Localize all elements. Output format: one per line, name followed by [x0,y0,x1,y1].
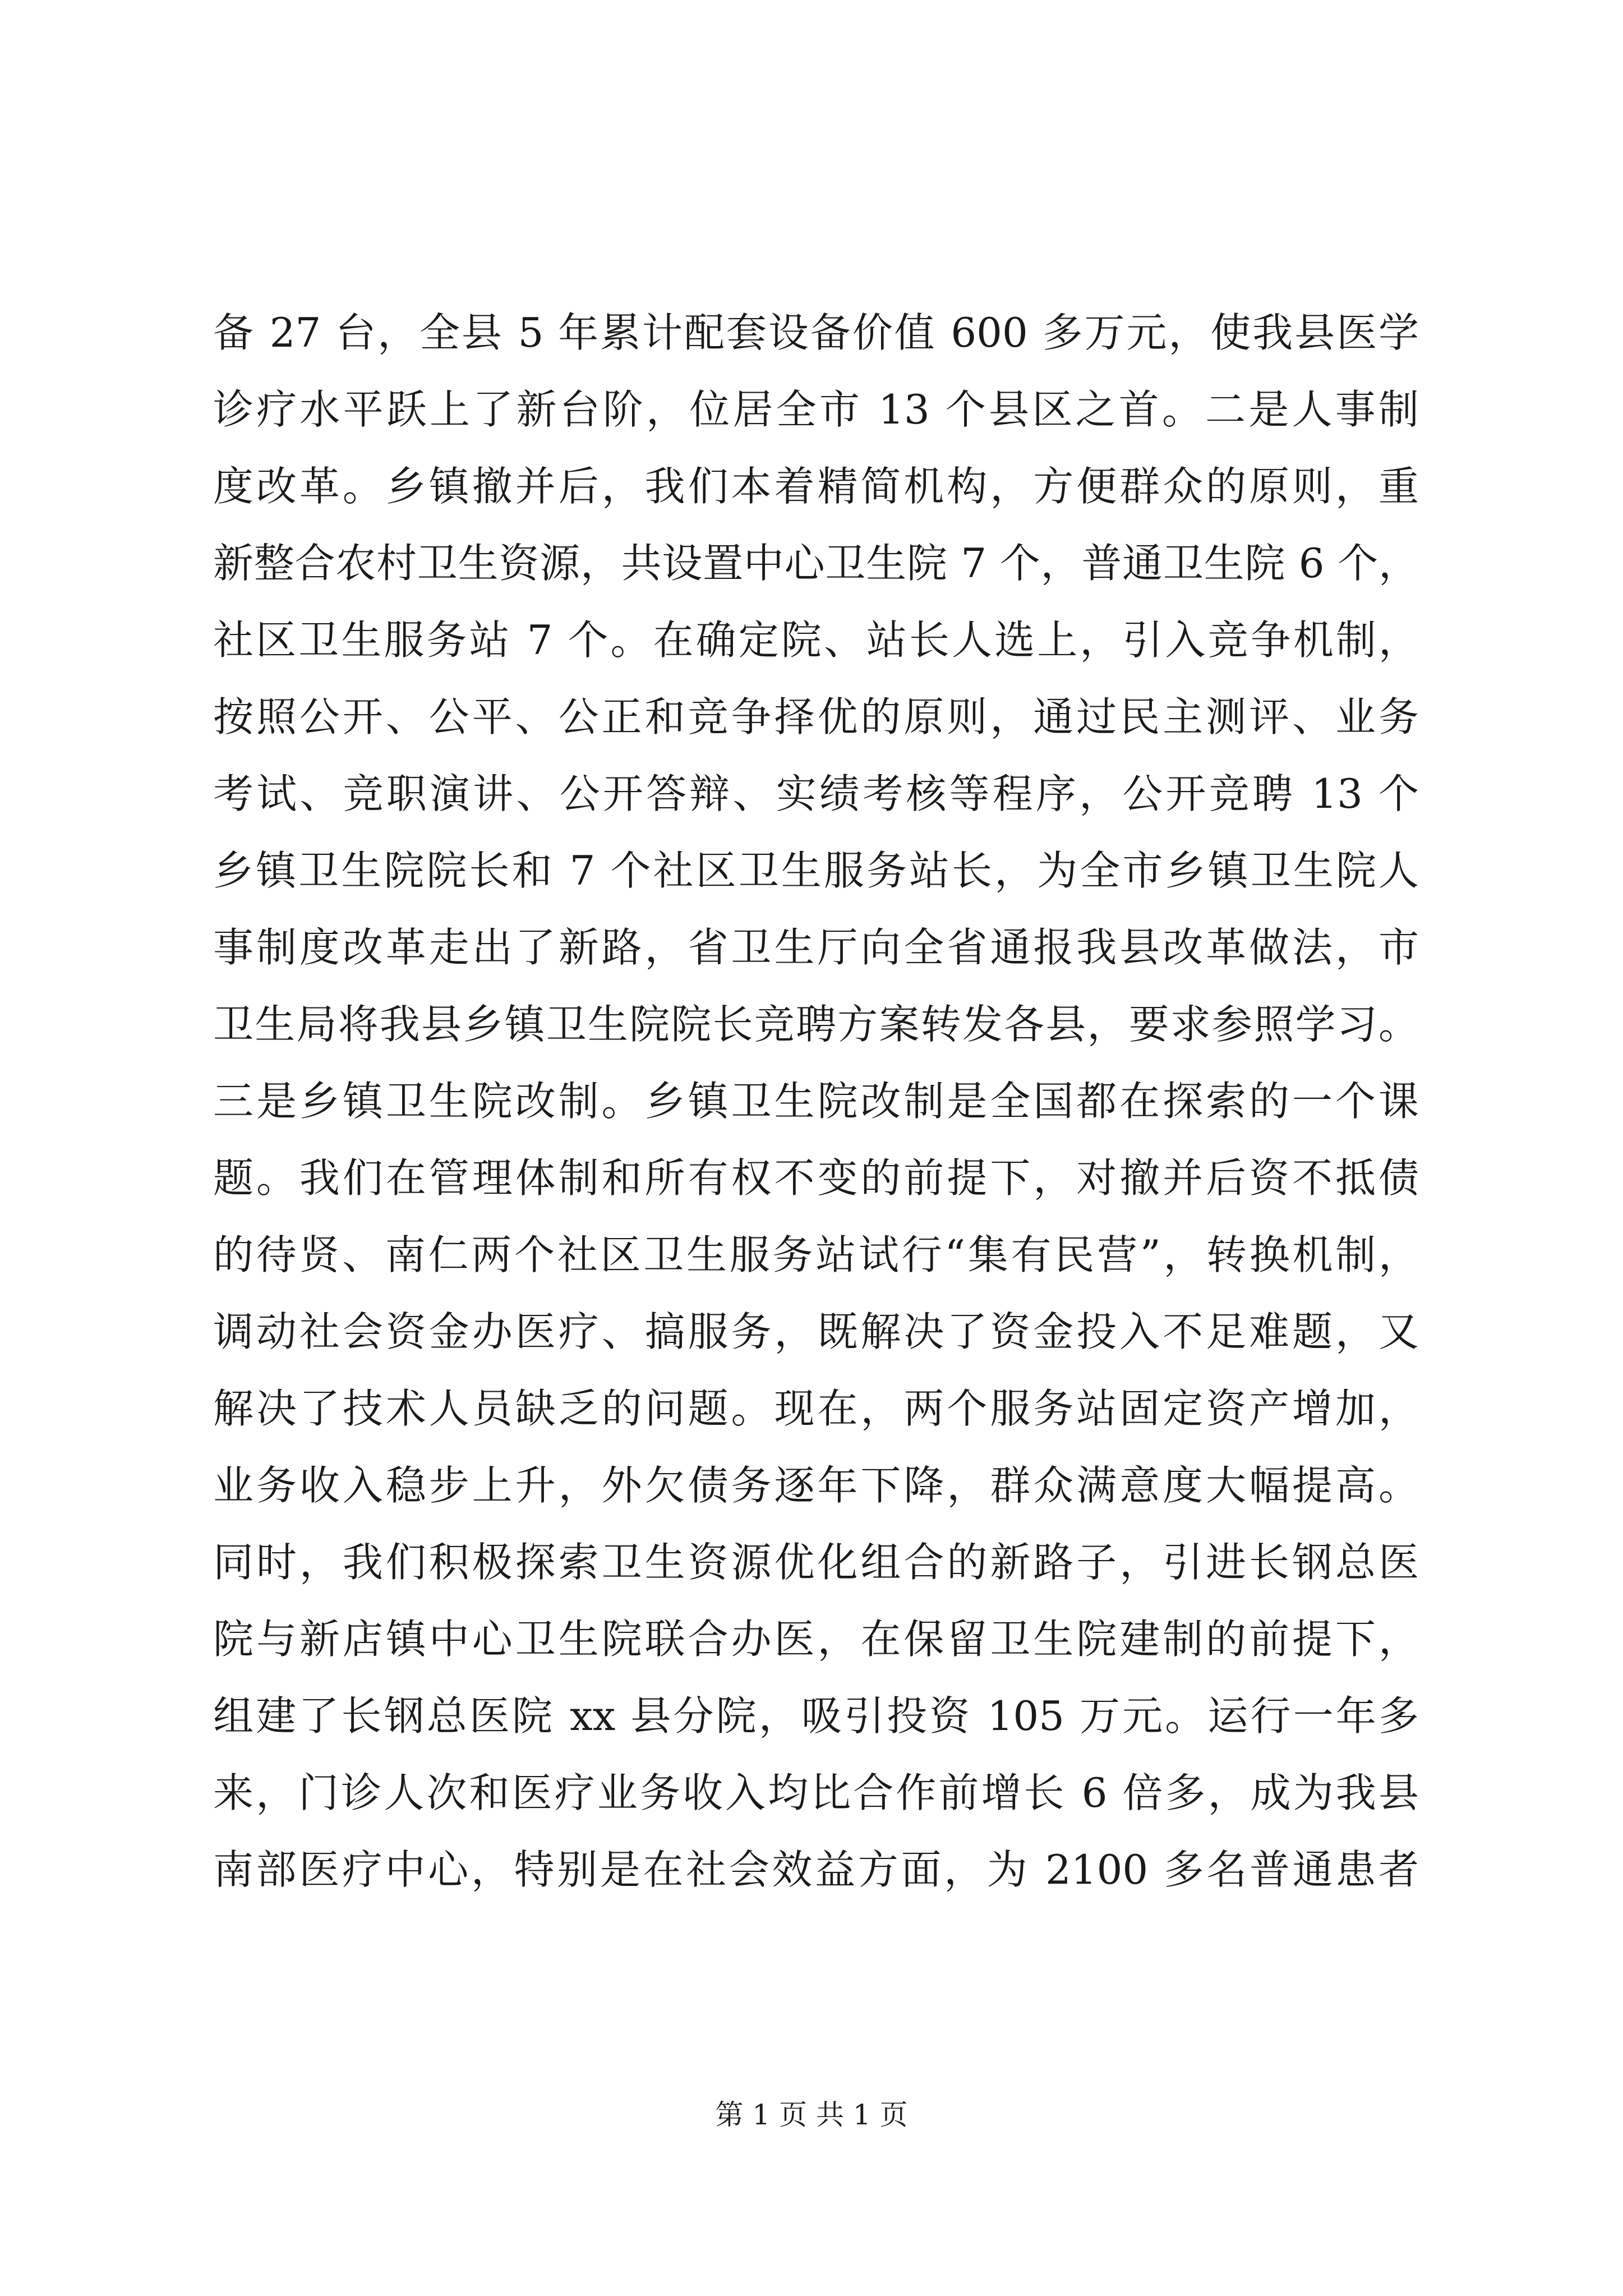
text-line-16: 业务收入稳步上升，外欠债务逐年下降，群众满意度大幅提高。 [213,1462,1419,1509]
text-line-4: 新整合农村卫生资源，共设置中心卫生院 7 个，普通卫生院 6 个， [213,540,1419,587]
text-line-14: 调动社会资金办医疗、搞服务，既解决了资金投入不足难题，又 [213,1308,1419,1355]
text-line-12: 题。我们在管理体制和所有权不变的前提下，对撤并后资不抵债 [213,1154,1419,1202]
text-line-8: 乡镇卫生院院长和 7 个社区卫生服务站长，为全市乡镇卫生院人 [213,847,1419,894]
text-line-3: 度改革。乡镇撤并后，我们本着精简机构，方便群众的原则，重 [213,463,1419,510]
text-line-1: 备 27 台，全县 5 年累计配套设备价值 600 多万元，使我县医学 [213,309,1419,356]
text-line-17: 同时，我们积极探索卫生资源优化组合的新路子，引进长钢总医 [213,1539,1419,1586]
text-line-20: 来，门诊人次和医疗业务收入均比合作前增长 6 倍多，成为我县 [213,1769,1419,1816]
text-line-6: 按照公开、公平、公正和竞争择优的原则，通过民主测评、业务 [213,693,1419,740]
text-line-5: 社区卫生服务站 7 个。在确定院、站长人选上，引入竞争机制， [213,616,1419,664]
text-line-19: 组建了长钢总医院 xx 县分院，吸引投资 105 万元。运行一年多 [213,1692,1419,1740]
body-text [213,295,1419,1908]
text-line-10: 卫生局将我县乡镇卫生院院长竞聘方案转发各县，要求参照学习。 [213,1001,1419,1048]
text-line-18: 院与新店镇中心卫生院联合办医，在保留卫生院建制的前提下， [213,1616,1419,1663]
text-line-7: 考试、竞职演讲、公开答辩、实绩考核等程序，公开竞聘 13 个 [213,770,1419,817]
text-line-15: 解决了技术人员缺乏的问题。现在，两个服务站固定资产增加， [213,1385,1419,1432]
text-line-21: 南部医疗中心，特别是在社会效益方面，为 2100 多名普通患者 [213,1846,1419,1893]
page-number-label: 第 1 页 共 1 页 [715,2099,908,2131]
page-footer [0,2095,1623,2134]
text-line-9: 事制度改革走出了新路，省卫生厅向全省通报我县改革做法，市 [213,924,1419,971]
text-line-13: 的待贤、南仁两个社区卫生服务站试行“集有民营”，转换机制， [213,1231,1419,1278]
text-line-11: 三是乡镇卫生院改制。乡镇卫生院改制是全国都在探索的一个课 [213,1078,1419,1125]
text-line-2: 诊疗水平跃上了新台阶，位居全市 13 个县区之首。二是人事制 [213,386,1419,433]
